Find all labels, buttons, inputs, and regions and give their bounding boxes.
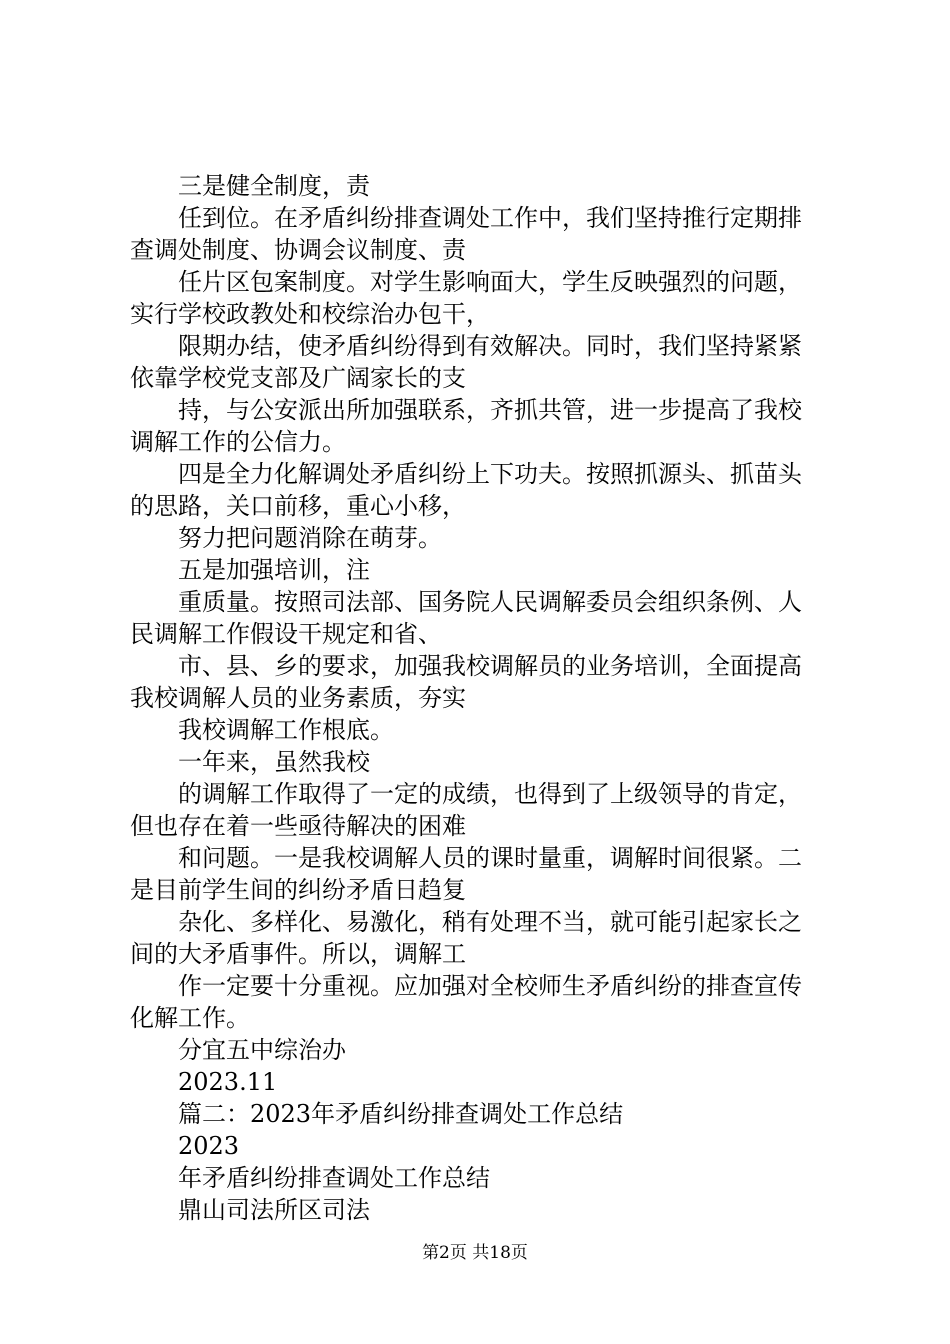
line-rest: 是目前学生间的纠纷矛盾日趋复 [130,876,466,904]
line-rest: 民调解工作假设干规定和省、 [130,620,442,648]
title-year [130,1130,838,1162]
paragraph [130,202,838,266]
line-first: 任片区包案制度。对学生影响面大，学生反映强烈的问题， [178,268,802,296]
paragraph [130,266,838,330]
line-first: 市、县、乡的要求，加强我校调解员的业务培训，全面提高 [178,652,802,680]
line-first: 四是全力化解调处矛盾纠纷上下功夫。按照抓源头、抓苗头 [178,460,802,488]
line-first: 努力把问题消除在萌芽。 [178,524,442,552]
line-first: 作一定要十分重视。应加强对全校师生矛盾纠纷的排查宣传 [178,972,802,1000]
paragraph [130,458,838,522]
line-first: 分宜五中综治办 [178,1036,346,1064]
line-first: 和问题。一是我校调解人员的课时量重，调解时间很紧。二 [178,844,802,872]
line-first: 篇二：2023年矛盾纠纷排查调处工作总结 [178,1100,624,1128]
line-first: 重质量。按照司法部、国务院人民调解委员会组织条例、人 [178,588,802,616]
line-rest: 依靠学校党支部及广阔家长的支 [130,364,466,392]
title-text [130,1162,838,1194]
paragraph [130,586,838,650]
page-footer: 第2页 共18页 [422,1243,528,1263]
document-body [130,170,838,1226]
line-first: 鼎山司法所区司法 [178,1196,370,1224]
signature-org [130,1034,838,1066]
line-first: 限期办结，使矛盾纠纷得到有效解决。同时，我们坚持紧紧 [178,332,802,360]
line-rest: 查调处制度、协调会议制度、责 [130,236,466,264]
line-first: 2023 [178,1132,240,1160]
line-first: 三是健全制度，责 [178,172,370,200]
paragraph [130,842,838,906]
paragraph [130,522,838,554]
line-rest: 实行学校政教处和校综治办包干， [130,300,490,328]
paragraph [130,778,838,842]
line-first: 持，与公安派出所加强联系，齐抓共管，进一步提高了我校 [178,396,802,424]
line-first: 五是加强培训，注 [178,556,370,584]
paragraph [130,650,838,714]
line-first: 的调解工作取得了一定的成绩，也得到了上级领导的肯定， [178,780,802,808]
line-rest: 调解工作的公信力。 [130,428,346,456]
line-first: 我校调解工作根底。 [178,716,394,744]
paragraph [130,554,838,586]
paragraph [130,394,838,458]
line-first: 杂化、多样化、易激化，稍有处理不当，就可能引起家长之 [178,908,802,936]
line-first: 2023.11 [178,1068,278,1096]
paragraph [130,714,838,746]
line-rest: 化解工作。 [130,1004,250,1032]
paragraph [130,906,838,970]
line-rest: 但也存在着一些亟待解决的困难 [130,812,466,840]
paragraph [130,170,838,202]
section-heading [130,1098,838,1130]
line-rest: 的思路，关口前移，重心小移， [130,492,466,520]
line-rest: 我校调解人员的业务素质，夯实 [130,684,466,712]
line-first: 任到位。在矛盾纠纷排查调处工作中，我们坚持推行定期排 [178,204,802,232]
paragraph [130,330,838,394]
paragraph [130,970,838,1034]
paragraph [130,746,838,778]
line-first: 一年来，虽然我校 [178,748,370,776]
line-rest: 间的大矛盾事件。所以，调解工 [130,940,466,968]
line-first: 年矛盾纠纷排查调处工作总结 [178,1164,490,1192]
author-line [130,1194,838,1226]
signature-date [130,1066,838,1098]
